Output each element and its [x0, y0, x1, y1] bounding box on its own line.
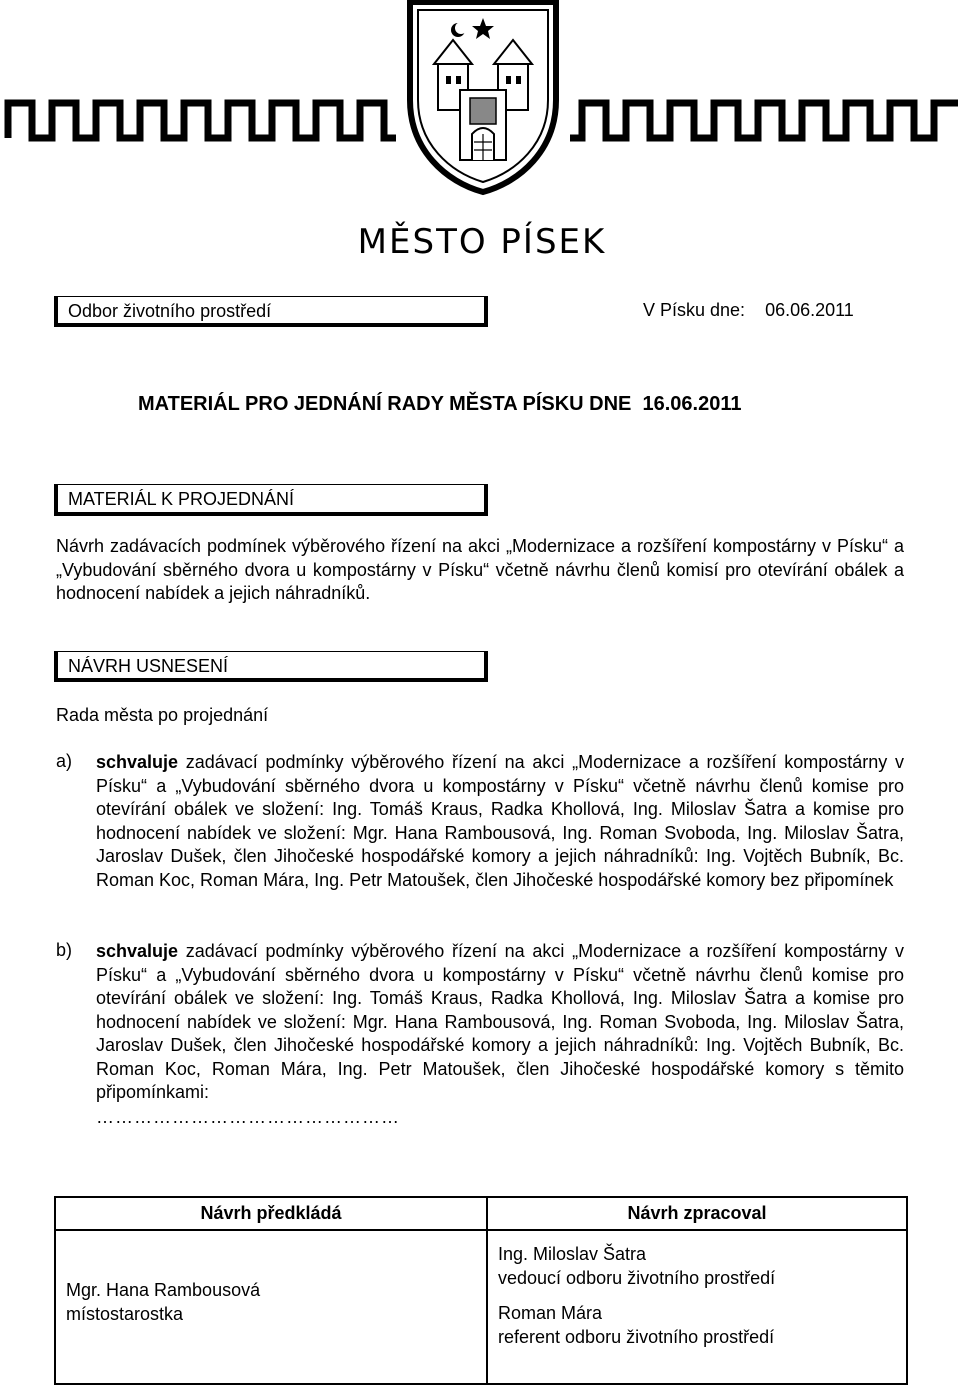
date-line — [643, 300, 854, 321]
page-title: MATERIÁL PRO JEDNÁNÍ RADY MĚSTA PÍSKU DNE 16.06.2011 — [138, 393, 742, 415]
resolution-item-a — [96, 751, 904, 892]
item-b-mark: b) — [56, 940, 73, 960]
proposed-by-heading: Návrh předkládá — [55, 1197, 487, 1230]
item-a-mark: a) — [56, 751, 73, 771]
prepared-by-role-2: referent odboru životního prostředí — [498, 1326, 775, 1347]
comments-placeholder: ………………………………………… — [96, 1107, 400, 1127]
department-label: Odbor životního prostředí — [68, 301, 272, 321]
department-box — [54, 296, 488, 327]
item-b-verb: schvaluje — [96, 941, 179, 961]
resolution-heading-box — [54, 651, 488, 682]
prepared-by-cell — [487, 1230, 907, 1384]
signature-table — [54, 1196, 908, 1385]
date-label: V Písku dne: — [643, 300, 746, 320]
proposed-by-role: místostarostka — [66, 1303, 184, 1324]
material-heading: MATERIÁL K PROJEDNÁNÍ — [68, 489, 295, 509]
city-name: MĚSTO PÍSEK — [357, 222, 607, 262]
city-coat-of-arms-icon — [0, 0, 960, 200]
material-heading-box — [54, 484, 488, 516]
prepared-by-heading: Návrh zpracoval — [487, 1197, 907, 1230]
resolution-heading: NÁVRH USNESENÍ — [68, 656, 229, 676]
prepared-by-role-1: vedoucí odboru životního prostředí — [498, 1267, 776, 1288]
material-text: Návrh zadávacích podmínek výběrového řízení na akci „Modernizace a rozšíření kompostárny v Písku“ a „Vybudování sběrného dvora u kompostárny v Písku“ včetně návrhu členů komisí pro otevírání obálek a hodnocení nabídek a jejich náhradníků. — [56, 536, 904, 603]
prepared-by-name-1: Ing. Miloslav Šatra — [498, 1244, 647, 1264]
item-a-verb: schvaluje — [96, 752, 179, 772]
item-a-text: zadávací podmínky výběrového řízení na akci „Modernizace a rozšíření kompostárny v Písku“ a „Vybudování sběrného dvora u kompostárny v Písku“ včetně návrhu členů komise pro otevírání obálek ve složení: Ing. Tomáš Kraus, Radka Khollová, Ing. Miloslav Šatra a komise pro hodnocení nabídek ve složení: Mgr. Hana Rambousová, Ing. Roman Svoboda, Ing. Miloslav Šatra, Jaroslav Dušek, člen Jihočeské hospodářské komory a jejich náhradníků: Ing. Vojtěch Bubník, Bc. Roman Koc, Roman Mára, Ing. Petr Matoušek, člen Jihočeské hospodářské komory bez připomínek — [96, 752, 904, 890]
proposed-by-name: Mgr. Hana Rambousová — [66, 1280, 261, 1300]
date-value: 06.06.2011 — [765, 300, 854, 320]
resolution-intro: Rada města po projednání — [56, 705, 269, 725]
item-b-text: zadávací podmínky výběrového řízení na akci „Modernizace a rozšíření kompostárny v Písku“ a „Vybudování sběrného dvora u kompostárny v Písku“ včetně návrhu členů komise pro otevírání obálek ve složení: Ing. Tomáš Kraus, Radka Khollová, Ing. Miloslav Šatra a komise pro hodnocení nabídek ve složení: Mgr. Hana Rambousová, Ing. Roman Svoboda, Ing. Miloslav Šatra, Jaroslav Dušek, člen Jihočeské hospodářské komory a jejich náhradníků: Ing. Vojtěch Bubník, Bc. Roman Koc, Roman Mára, Ing. Petr Matoušek, člen Jihočeské hospodářské komory s těmito připomínkami: — [96, 941, 904, 1102]
prepared-by-name-2: Roman Mára — [498, 1303, 603, 1323]
resolution-item-b — [96, 940, 904, 1105]
proposed-by-cell — [55, 1230, 487, 1384]
